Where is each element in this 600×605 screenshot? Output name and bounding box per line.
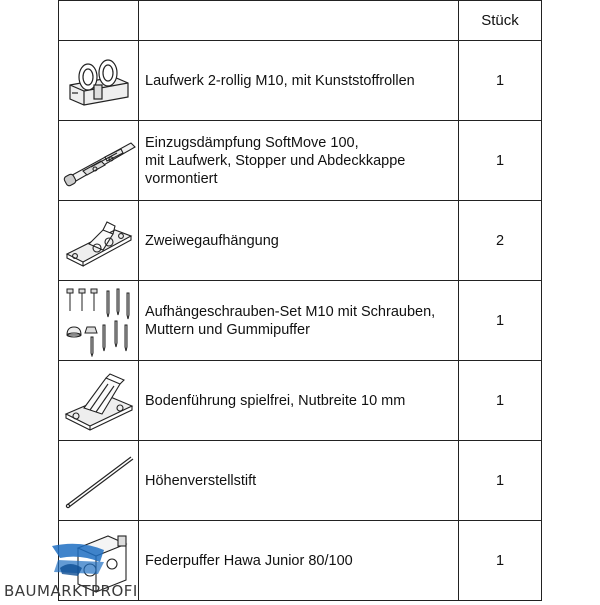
part-description xyxy=(139,441,459,521)
parts-list-table xyxy=(58,0,542,601)
part-description xyxy=(139,521,459,601)
part-quantity: 1 xyxy=(459,521,542,601)
description-line: Zweiwegaufhängung xyxy=(145,232,279,249)
part-image-cell xyxy=(59,441,139,521)
part-description xyxy=(139,121,459,201)
description-line: Höhenverstellstift xyxy=(145,472,257,489)
table-row xyxy=(59,281,542,361)
part-image-cell xyxy=(59,361,139,441)
part-image-cell xyxy=(59,281,139,361)
part-description xyxy=(139,281,459,361)
adjustment-pin-icon xyxy=(61,451,137,511)
part-description xyxy=(139,41,459,121)
part-description xyxy=(139,361,459,441)
watermark-text: BAUMARKTPROFI xyxy=(4,582,138,600)
table-row xyxy=(59,121,542,201)
part-quantity: 1 xyxy=(459,121,542,201)
table-row xyxy=(59,441,542,521)
table-row xyxy=(59,41,542,121)
header-qty-label: Stück xyxy=(459,1,542,41)
part-quantity: 1 xyxy=(459,441,542,521)
part-quantity: 1 xyxy=(459,41,542,121)
description-line: Federpuffer Hawa Junior 80/100 xyxy=(145,552,353,569)
two-way-hanger-icon xyxy=(63,214,135,268)
screw-set-icon xyxy=(61,285,137,357)
part-image-cell xyxy=(59,121,139,201)
table-row xyxy=(59,201,542,281)
table-header-row xyxy=(59,1,542,41)
trolley-two-roller-icon xyxy=(64,55,134,107)
part-image-cell xyxy=(59,41,139,121)
part-quantity: 1 xyxy=(459,361,542,441)
description-line: Laufwerk 2-rollig M10, mit Kunststoffrollen xyxy=(145,72,415,89)
description-line: Muttern und Gummipuffer xyxy=(145,321,310,338)
soft-close-damper-icon xyxy=(61,131,137,191)
description-line: Einzugsdämpfung SoftMove 100, xyxy=(145,134,359,151)
header-empty-cell xyxy=(139,1,459,41)
part-quantity: 2 xyxy=(459,201,542,281)
part-description xyxy=(139,201,459,281)
part-image-cell xyxy=(59,201,139,281)
description-line: vormontiert xyxy=(145,170,218,187)
floor-guide-icon xyxy=(62,370,136,432)
table-row xyxy=(59,361,542,441)
header-empty-cell xyxy=(59,1,139,41)
description-line: mit Laufwerk, Stopper und Abdeckkappe xyxy=(145,152,406,169)
description-line: Bodenführung spielfrei, Nutbreite 10 mm xyxy=(145,392,406,409)
part-quantity: 1 xyxy=(459,281,542,361)
description-line: Aufhängeschrauben-Set M10 mit Schrauben, xyxy=(145,303,436,320)
